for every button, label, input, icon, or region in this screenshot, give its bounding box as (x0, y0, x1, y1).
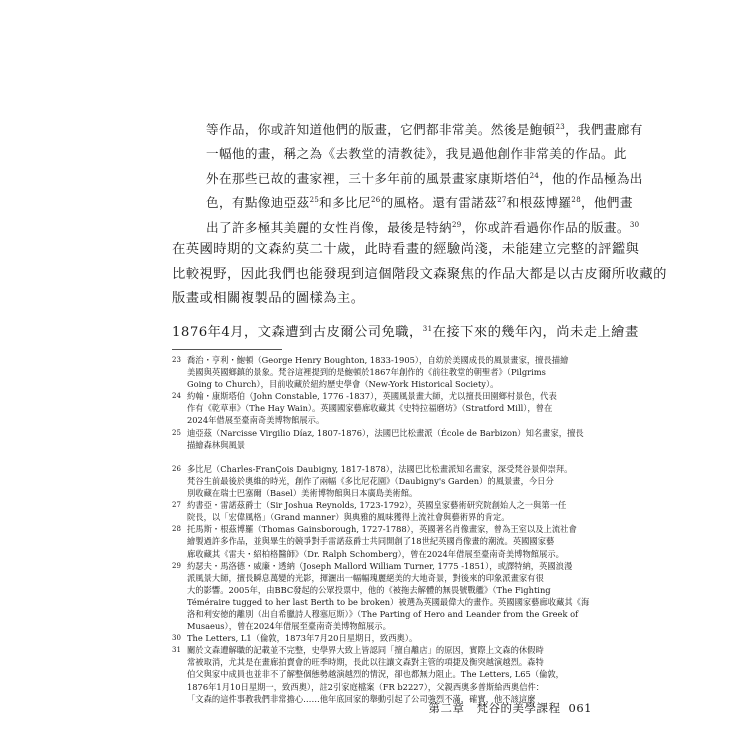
footnote-line: 1876年1月10日星期一，致西奧），註2引家庭檔案（FR b2227），父親西奧多普斯給西奧信件： (187, 681, 545, 692)
footnote-line: 迪亞茲（Narcisse Virgilio Díaz, 1807-1876），法國巴比松畫派（École de Barbizon）知名畫家，擅長 (187, 427, 584, 438)
block-quote (206, 118, 643, 240)
footnote (172, 644, 592, 704)
footnote-line: 約書亞・雷諾茲爵士（Sir Joshua Reynolds, 1723-1792），英國皇家藝術研究院創始人之一與第一任 (187, 500, 567, 511)
footnote-rule (172, 349, 282, 350)
footnote-number: 25 (172, 428, 181, 437)
quote-line: 外在那些已故的畫家裡，三十多年前的風景畫家康斯塔伯$^{24}$，他的作品極為出 (206, 170, 643, 186)
footnote-line: 托馬斯・根茲博羅（Thomas Gainsborough, 1727-1788），英國著名肖像畫家，曾為王室以及上流社會 (187, 524, 577, 535)
footnote (172, 390, 592, 426)
quote-line: 色，有點像迪亞茲$^{25}$和多比尼$^{26}$的風格。還有雷諾茲$^{27}$和根茲博羅$^{28}$，他們畫 (206, 195, 633, 211)
footnote (172, 427, 592, 463)
quote-line: 一幅他的畫，稱之為《去教堂的清教徒》，我見過他創作非常美的作品。此 (206, 146, 627, 162)
page-footer (420, 700, 592, 716)
footnote-number: 23 (172, 356, 181, 364)
footnote-line: 伯父與家中成員也並非不了解整個態勢越演越烈的情況，卻也都無力阻止。The Letters, L65（倫敦， (187, 669, 564, 680)
footnote-line: 院長，以「宏偉風格」（Grand manner）與典雅的風味獲得上流社會與藝術界的肯定。 (187, 512, 510, 523)
footnote-line: 多比尼（Charles-FranÇois Daubigny, 1817-1878），法國巴比松畫派知名畫家，深受梵谷景仰崇拜。 (187, 463, 573, 474)
footnote-line: Musaeus），曾在2024年借展至臺南奇美博物館展示。 (187, 621, 391, 632)
footnote-line: 作有《乾草車》（The Hay Wain）。英國國家藝廊收藏其《史特拉福磨坊》（Stratford Mill），曾在 (187, 403, 553, 414)
footnote-number: 29 (172, 561, 181, 570)
footnote-line: 派風景大師，擅長瞬息萬變的光影，揮灑出一幅幅瑰麗絕美的大地奇景，對後來的印象派畫家有很 (187, 572, 544, 583)
footnote-line: 繪製過許多作品，並與畢生的競爭對手雷諾茲爵士共同開創了18世紀英國肖像畫的潮流。英國國家藝 (187, 536, 555, 547)
quote-line: 出了許多極其美麗的女性肖像，最後是特納$^{29}$，你或許看過你作品的版畫。$^{30}$ (206, 219, 640, 235)
body-line: 版畫或相關複製品的圖樣為主。 (172, 291, 365, 307)
body-paragraph (172, 238, 667, 312)
footnote-number: 24 (172, 392, 181, 401)
footnote-number: 28 (172, 525, 181, 534)
footnote-line: Téméraire tugged to her last Berth to be broken）被選為英國最偉大的畫作。英國國家藝廊收藏其《海 (187, 596, 590, 607)
footnote (172, 499, 592, 523)
footnote-line: 描繪森林與風景 (187, 439, 246, 450)
footnote (172, 463, 592, 499)
footnote-line: 關於文森遭解職的記載並不完整，史學界大致上皆認同「擅自離店」的原因，實際上文森的休假時 (187, 645, 544, 656)
footnote-line: 廊收藏其《雷夫・紹柏格醫師》（Dr. Ralph Schomberg），曾在2024年借展至臺南奇美博物館展示。 (187, 548, 564, 559)
footnote (172, 632, 592, 644)
footnote-line: 大的影響。2005年，由BBC發起的公眾投票中，他的《被拖去解體的無畏號戰艦》（The Fighting (187, 584, 551, 595)
footnote-number: 31 (172, 646, 181, 655)
footnote-line: The Letters, L1（倫敦，1873年7月20日星期日，致西奧）。 (187, 633, 418, 644)
footnote-line: 洛和利安徳的離別（出自希臘詩人穆塞厄斯）》（The Parting of Hero and Leander from the Greek of (187, 608, 579, 619)
footnote-line: 常被取消，尤其是在畫廊拍賣會的旺季時期，長此以往讓文森對主管的項捷及衡突越演越烈。森特 (187, 657, 544, 668)
footnote-number: 26 (172, 464, 181, 473)
body-line: 比較視野，因此我們也能發現到這個階段文森聚焦的作品大都是以古皮爾所收藏的 (172, 266, 667, 282)
footnote-line: 美國與英國鄉鎮的景象。梵谷這裡提到的是鮑頓於1867年創作的《前往教堂的朝聖者》（Pilgrims (187, 367, 546, 378)
footnote-line: 約瑟夫・馬洛德・威廉・透納（Joseph Mallord William Turner, 1775 -1851），或譯特納，英國浪漫 (187, 560, 573, 571)
body-line: 在英國時期的文森約莫二十歲，此時看畫的經驗尚淺，未能建立完整的評鑑與 (172, 242, 640, 257)
footnotes (172, 354, 592, 705)
body-paragraph-2: 1876年4月，文森遭到古皮爾公司免職，$^{31}$在接下來的幾年內，尚未走上繪畫 (172, 325, 639, 340)
footnote-line: Going to Church），目前收藏於紐約歷史學會（New-York Historical Society）。 (187, 379, 499, 390)
footnote-number: 27 (172, 501, 181, 510)
page-number: 061 (568, 701, 592, 715)
footnote-line: 別收藏在瑞士巴塞爾（Basel）美術博物館與日本廣島美術館。 (187, 488, 418, 499)
footnote-number: 30 (172, 634, 181, 643)
footnote-line: 2024年借展至臺南奇美博物館展示。 (187, 415, 325, 426)
footnote-line (187, 451, 592, 463)
footnote-line: 「文森的這件事教我們非常擔心……他年底回家的舉動引起了公司強烈不滿，確實，他不該這麼 (187, 693, 536, 704)
chapter-title: 第二章 梵谷的美學課程 (428, 701, 561, 715)
footnote-line: 梵谷生前最後於奧維的時光，創作了兩幅《多比尼花園》（Daubigny's Garden）的風景畫，今日分 (187, 475, 554, 486)
footnote (172, 560, 592, 633)
footnote (172, 523, 592, 559)
footnote-line: 約翰・康斯塔伯（John Constable, 1776 -1837），英國風景畫大師，尤以擅長田園鄉村景色，代表 (187, 391, 557, 402)
footnote-line: 喬治・亨利・鮑頓（George Henry Boughton, 1833-1905），自幼於美國成長的風景畫家，擅長描繪 (187, 355, 569, 365)
quote-line: 等作品，你或許知道他們的版畫，它們都非常美。然後是鮑頓$^{23}$，我們畫廊有 (206, 122, 643, 137)
footnote (172, 354, 592, 390)
